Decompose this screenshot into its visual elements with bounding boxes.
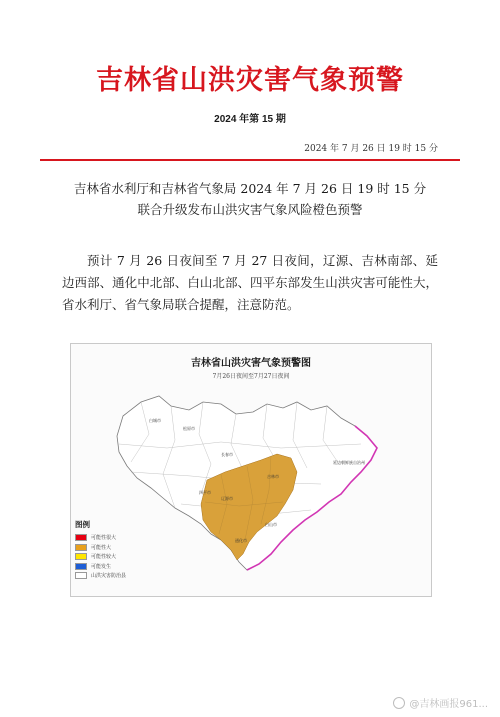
city-label-tonghua: 通化市	[235, 538, 247, 543]
map-subtitle: 7月26日夜间至7月27日夜间	[212, 373, 290, 380]
watermark-text: @吉林画报961...	[409, 699, 488, 710]
legend-swatch-possible	[75, 563, 87, 570]
city-label-songyuan: 松原市	[183, 426, 195, 431]
map-title: 吉林省山洪灾害气象预警图	[191, 358, 311, 369]
announcement-heading	[40, 178, 460, 220]
heading-line-2: 联合升级发布山洪灾害气象风险橙色预警	[137, 202, 363, 217]
warning-map	[70, 343, 432, 597]
red-divider	[40, 159, 460, 161]
legend-label: 山洪灾害防治县	[91, 573, 127, 580]
map-legend	[75, 519, 149, 581]
city-label-yanbian: 延边朝鲜族自治州	[333, 460, 365, 465]
watermark	[393, 695, 488, 710]
legend-label: 可能性大	[91, 544, 112, 551]
legend-swatch-very-high	[75, 534, 87, 541]
announcement-body: 预计 7 月 26 日夜间至 7 月 27 日夜间，辽源、吉林南部、延边西部、通化中北部、白山北部、四平东部发生山洪灾害可能性大，省水利厅、省气象局联合提醒，注意防范。	[62, 253, 438, 312]
document-title: 吉林省山洪灾害气象预警	[96, 65, 404, 96]
city-label-baishan: 白山市	[265, 522, 277, 527]
legend-item	[75, 571, 149, 581]
legend-item	[75, 562, 149, 572]
heading-line-1: 吉林省水利厅和吉林省气象局 2024 年 7 月 26 日 19 时 15 分	[73, 181, 427, 196]
legend-label: 可能性较大	[91, 554, 117, 561]
legend-item	[75, 543, 149, 553]
legend-swatch-high	[75, 544, 87, 551]
weibo-icon	[393, 697, 405, 709]
issue-number: 2024 年第 15 期	[214, 114, 286, 125]
legend-item	[75, 533, 149, 543]
legend-swatch-moderate	[75, 553, 87, 560]
city-label-jilin: 吉林市	[267, 474, 279, 479]
legend-item	[75, 552, 149, 562]
legend-title: 图例	[75, 520, 90, 529]
city-label-siping: 四平市	[199, 490, 211, 495]
legend-label: 可能发生	[91, 563, 112, 570]
city-label-changchun: 长春市	[221, 452, 233, 457]
issue-datetime: 2024 年 7 月 26 日 19 时 15 分	[304, 144, 438, 154]
city-label-baicheng: 白城市	[149, 418, 161, 423]
legend-label: 可能性很大	[91, 535, 117, 542]
legend-swatch-county	[75, 572, 87, 579]
city-label-liaoyuan: 辽源市	[221, 496, 233, 501]
